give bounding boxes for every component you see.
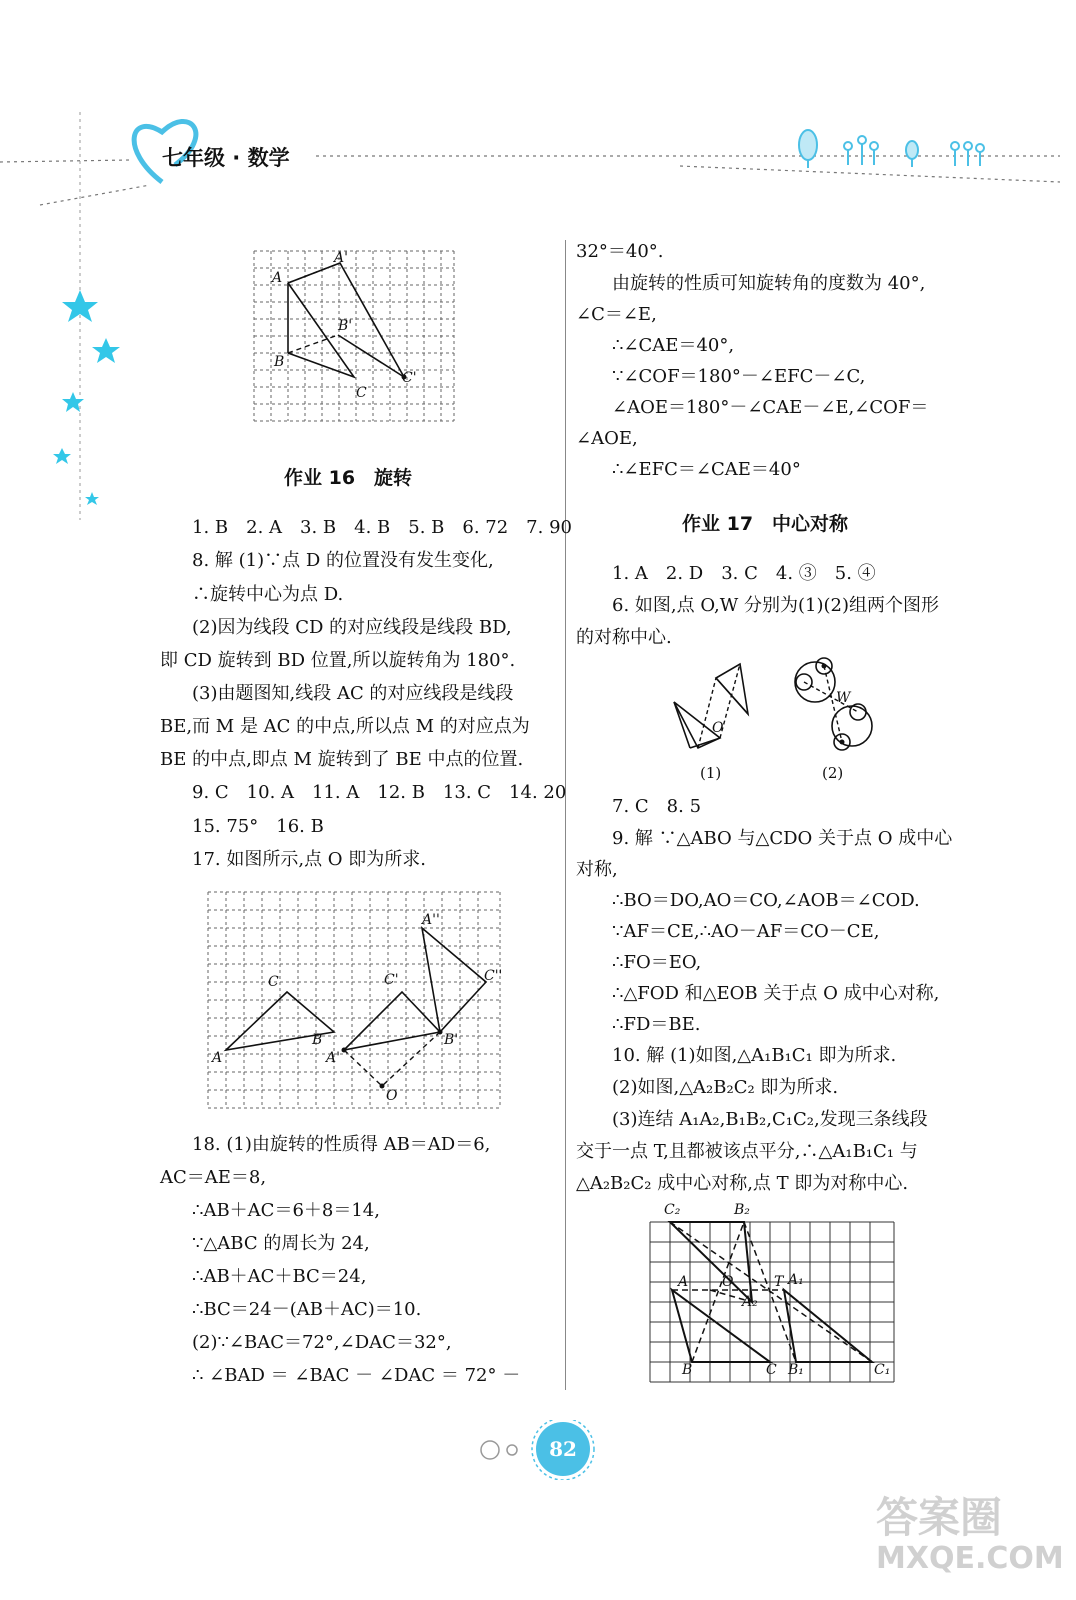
fig17-label: A <box>212 1050 223 1066</box>
plant-icon <box>799 130 984 168</box>
answer-line: ∴ ∠BAD ＝ ∠BAC － ∠DAC ＝ 72° － <box>192 1365 521 1386</box>
answer-line: 对称, <box>576 859 618 880</box>
answer-line: 交于一点 T,且都被该点平分,∴△A₁B₁C₁ 与 <box>576 1141 918 1162</box>
fig10-label: A <box>678 1274 689 1290</box>
answer-line: 18. (1)由旋转的性质得 AB＝AD＝6, <box>192 1134 491 1155</box>
fig6-label-o: O <box>712 720 724 736</box>
answer-line: 8. 解 (1)∵点 D 的位置没有发生变化, <box>192 550 494 571</box>
answer-line: 15. 75° 16. B <box>192 816 324 837</box>
fig10-label: B₁ <box>788 1362 804 1378</box>
answer-line: 9. C 10. A 11. A 12. B 13. C 14. 20 <box>192 782 567 803</box>
answer-line: 的对称中心. <box>576 627 672 648</box>
answer-line: (3)由题图知,线段 AC 的对应线段是线段 <box>192 683 514 704</box>
page-number: 82 <box>536 1422 590 1476</box>
watermark-bottom: MXQE.COM <box>876 1541 1064 1576</box>
fig10-label: C₁ <box>874 1362 891 1378</box>
fig17-label: B <box>312 1032 323 1048</box>
answer-line: 9. 解 ∵△ABO 与△CDO 关于点 O 成中心 <box>612 828 953 849</box>
answer-line: ∴BC＝24－(AB＋AC)＝10. <box>192 1299 422 1320</box>
answer-line: (2)如图,△A₂B₂C₂ 即为所求. <box>612 1077 839 1098</box>
answer-line: ∵△ABC 的周长为 24, <box>192 1233 370 1254</box>
answer-line: ∴BO＝DO,AO＝CO,∠AOB＝∠COD. <box>612 890 920 911</box>
answer-line: 即 CD 旋转到 BD 位置,所以旋转角为 180°. <box>160 650 516 671</box>
fig-top-label: A' <box>334 250 348 266</box>
fig6-caption-2: (2) <box>822 764 844 782</box>
answer-line: ∴旋转中心为点 D. <box>192 584 344 605</box>
section-title-hw16: 作业 16 旋转 <box>284 467 413 489</box>
answer-line: 1. B 2. A 3. B 4. B 5. B 6. 72 7. 90 <box>192 517 572 538</box>
fig10-label: C <box>766 1362 777 1378</box>
symmetry-figure-6 <box>660 650 890 765</box>
fig17-label: C <box>268 974 279 990</box>
fig10-label: A₁ <box>788 1272 804 1288</box>
header-title: 七年级 · 数学 <box>162 146 290 170</box>
fig10-label: C₂ <box>664 1202 681 1218</box>
answer-line: AC＝AE＝8, <box>160 1167 267 1188</box>
answer-line: (2)因为线段 CD 的对应线段是线段 BD, <box>192 617 512 638</box>
fig17-label: B' <box>444 1032 459 1048</box>
answer-line: ∠AOE＝180°－∠CAE－∠E,∠COF＝ <box>612 397 929 418</box>
fig17-label: A' <box>326 1050 340 1066</box>
answer-line: ∴AB＋AC＝6＋8＝14, <box>192 1200 380 1221</box>
answer-line: ∴FO＝EO, <box>612 952 702 973</box>
fig10-label: B₂ <box>734 1202 750 1218</box>
answer-line: 10. 解 (1)如图,△A₁B₁C₁ 即为所求. <box>612 1045 897 1066</box>
answer-line: ∠AOE, <box>576 428 638 449</box>
fig17-label: C' <box>384 972 399 988</box>
fig17-label: A'' <box>422 912 440 928</box>
section-title-hw17: 作业 17 中心对称 <box>682 513 849 535</box>
header-decoration <box>0 0 1076 520</box>
watermark-top: 答案圈 <box>876 1493 1003 1542</box>
answer-line: ∴∠CAE＝40°, <box>612 335 735 356</box>
answer-line: BE,而 M 是 AC 的中点,所以点 M 的对应点为 <box>160 716 530 737</box>
fig6-label-w: W <box>836 690 851 706</box>
answer-line: ∠C＝∠E, <box>576 304 657 325</box>
rotation-figure-17 <box>204 888 506 1114</box>
fig10-label: O <box>722 1274 734 1290</box>
answer-line: 17. 如图所示,点 O 即为所求. <box>192 849 426 870</box>
star-icon <box>53 290 120 505</box>
answer-line: BE 的中点,即点 M 旋转到了 BE 中点的位置. <box>160 749 524 770</box>
symmetry-figure-10 <box>648 1218 898 1386</box>
fig-top-label: B <box>274 354 285 370</box>
answer-line: ∴AB＋AC＋BC＝24, <box>192 1266 367 1287</box>
fig17-label: C'' <box>484 968 503 984</box>
fig6-caption-1: (1) <box>700 764 722 782</box>
column-divider <box>565 240 566 1390</box>
answer-line: 由旋转的性质可知旋转角的度数为 40°, <box>612 273 926 294</box>
answer-line: △A₂B₂C₂ 成中心对称,点 T 即为对称中心. <box>576 1173 909 1194</box>
fig-top-label: C <box>356 385 367 401</box>
answer-line: ∴△FOD 和△EOB 关于点 O 成中心对称, <box>612 983 940 1004</box>
answer-line: 32°＝40°. <box>576 241 664 262</box>
fig-top-label: C' <box>402 370 417 386</box>
answer-line: ∴FD＝BE. <box>612 1014 701 1035</box>
fig17-label: O <box>386 1088 398 1104</box>
watermark <box>876 1494 1064 1576</box>
answer-line: ∵AF＝CE,∴AO－AF＝CO－CE, <box>612 921 880 942</box>
fig-top-label: A <box>272 270 283 286</box>
answer-line: (3)连结 A₁A₂,B₁B₂,C₁C₂,发现三条线段 <box>612 1109 928 1130</box>
fig-top-label: B' <box>338 318 353 334</box>
fig10-label: T <box>774 1274 784 1290</box>
answer-line: ∵∠COF＝180°－∠EFC－∠C, <box>612 366 866 387</box>
answer-line: 1. A 2. D 3. C 4. ③ 5. ④ <box>612 563 876 584</box>
answer-line: 7. C 8. 5 <box>612 796 702 817</box>
answer-line: (2)∵∠BAC＝72°,∠DAC＝32°, <box>192 1332 452 1353</box>
answer-line: 6. 如图,点 O,W 分别为(1)(2)组两个图形 <box>612 595 939 616</box>
fig10-label: B <box>682 1362 693 1378</box>
answer-line: ∴∠EFC＝∠CAE＝40° <box>612 459 801 480</box>
fig10-label: A₂ <box>742 1294 758 1310</box>
